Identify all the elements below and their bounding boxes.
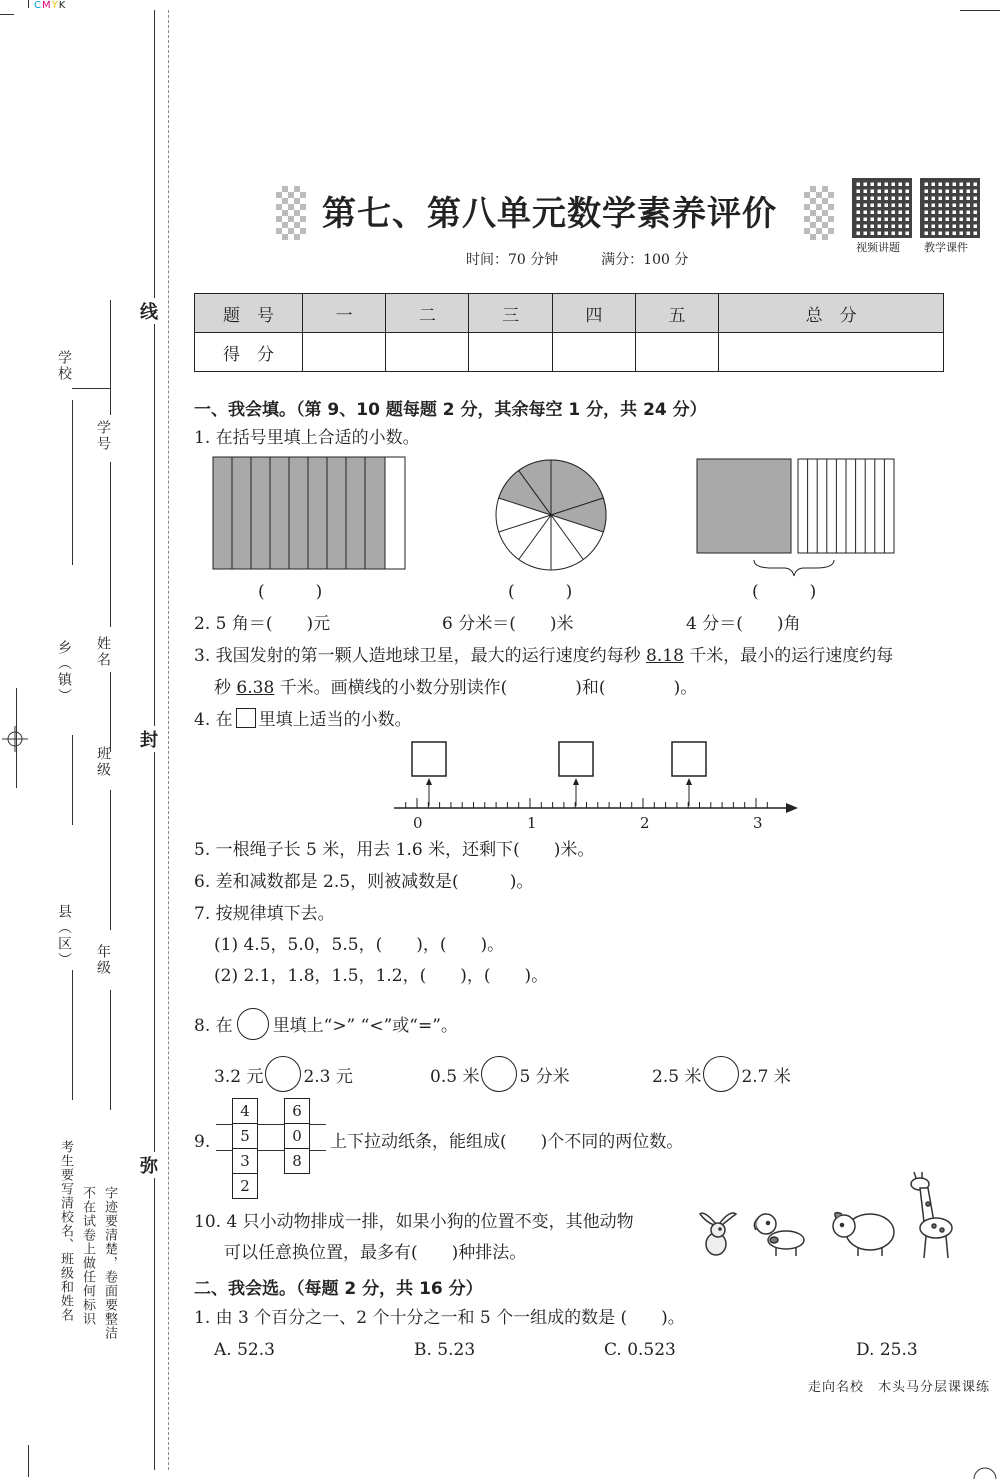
strip-digit: 4 — [232, 1098, 258, 1123]
county-label: 县（区） — [56, 904, 72, 968]
qr-label-video: 视频讲题 — [856, 241, 900, 254]
score-cell[interactable] — [719, 333, 944, 372]
school-label: 学校 — [56, 350, 72, 382]
notice-line-3: 字迹要清楚，卷面要整洁 — [102, 1186, 117, 1340]
score-cell[interactable] — [552, 333, 635, 372]
school-field — [72, 400, 73, 565]
question-2c: 4 分＝( )角 — [686, 614, 801, 634]
section-1-heading: 一、我会填。（第 9、10 题每题 2 分，其余每空 1 分，共 24 分） — [194, 400, 707, 420]
question-1: 1. 在括号里填上合适的小数。 — [194, 428, 420, 448]
crop-mark — [28, 0, 29, 8]
question-2b: 6 分米＝( )米 — [442, 614, 574, 634]
axis-label-2: 2 — [640, 814, 650, 832]
header-cell: 总 分 — [719, 294, 944, 333]
crop-mark — [960, 10, 1000, 11]
qr-code-video[interactable] — [852, 178, 912, 238]
notice-line-2: 不在试卷上做任何标识 — [80, 1186, 95, 1326]
underlined-decimal-2: 6.38 — [236, 678, 275, 698]
score-cell[interactable] — [469, 333, 552, 372]
compare-circle-1[interactable] — [265, 1056, 301, 1092]
question-7: 7. 按规律填下去。 — [194, 904, 335, 924]
header-cell: 三 — [469, 294, 552, 333]
compare-circle-2[interactable] — [481, 1056, 517, 1092]
header-cell: 一 — [303, 294, 386, 333]
qr-code-courseware[interactable] — [920, 178, 980, 238]
strip-digit: 8 — [284, 1148, 310, 1174]
axis-label-3: 3 — [753, 814, 763, 832]
question-8: 8. 在 里填上“>” “<”或“=”。 — [194, 1008, 458, 1040]
name-field — [110, 462, 111, 627]
option-c[interactable]: C. 0.523 — [604, 1340, 676, 1360]
figure-whole-and-tenths — [696, 458, 898, 596]
header-cell: 五 — [635, 294, 718, 333]
registration-mark — [2, 726, 28, 752]
dog-illustration — [748, 1206, 812, 1260]
score-cell[interactable] — [635, 333, 718, 372]
answer-blank-1a[interactable]: ( ) — [258, 582, 323, 602]
cmyk-mark: CMYK — [34, 0, 67, 11]
section-2-question-1: 1. 由 3 个百分之一、2 个十分之一和 5 个一组成的数是 ( )。 — [194, 1308, 685, 1328]
figure-strips-rectangle — [212, 456, 408, 572]
question-3-line1: 3. 我国发射的第一颗人造地球卫星，最大的运行速度约每秒 8.18 千米，最小的运行速度约每 — [194, 646, 894, 666]
axis-label-1: 1 — [527, 814, 537, 832]
grade-label: 年级 — [95, 944, 111, 976]
row-label: 得 分 — [195, 333, 303, 372]
question-5: 5. 一根绳子长 5 米，用去 1.6 米，还剩下( )米。 — [194, 840, 595, 860]
score-cell[interactable] — [386, 333, 469, 372]
header-cell: 二 — [386, 294, 469, 333]
class-label: 班级 — [95, 746, 111, 778]
header-cell: 四 — [552, 294, 635, 333]
time-limit: 时间：70 分钟 — [466, 252, 559, 268]
student-no-field — [110, 300, 111, 415]
option-d[interactable]: D. 25.3 — [856, 1340, 918, 1360]
strip-digit: 5 — [232, 1123, 258, 1148]
county-field — [72, 970, 73, 1100]
strip-digit: 2 — [232, 1173, 258, 1199]
sheep-illustration — [828, 1206, 898, 1258]
question-9-text: 上下拉动纸条，能组成( )个不同的两位数。 — [330, 1132, 684, 1152]
paper-strip-2[interactable] — [284, 1098, 310, 1174]
answer-blank-1c[interactable]: ( ) — [752, 582, 817, 602]
strip-digit: 3 — [232, 1148, 258, 1173]
answer-box-4a[interactable] — [412, 742, 446, 776]
question-9-number: 9. — [194, 1132, 211, 1152]
question-10-line2: 可以任意换位置，最多有( )种排法。 — [224, 1243, 527, 1263]
question-8-item-2: 0.5 米 5 分米 — [430, 1056, 570, 1092]
question-8-item-1: 3.2 元 2.3 元 — [214, 1056, 353, 1092]
underlined-decimal-1: 8.18 — [646, 646, 684, 666]
question-10-line1: 10. 4 只小动物排成一排，如果小狗的位置不变，其他动物 — [194, 1212, 634, 1232]
axis-label-0: 0 — [413, 814, 423, 832]
strip-digit: 6 — [284, 1098, 310, 1123]
question-2a: 2. 5 角＝( )元 — [194, 614, 331, 634]
section-2-heading: 二、我会选。（每题 2 分，共 16 分） — [194, 1279, 483, 1299]
answer-box-4b[interactable] — [559, 742, 593, 776]
number-line — [390, 738, 802, 834]
field-line — [72, 388, 110, 389]
answer-box-4c[interactable] — [672, 742, 706, 776]
class-field — [110, 672, 111, 752]
page-title: 第七、第八单元数学素养评价 — [322, 194, 777, 234]
qr-label-courseware: 教学课件 — [924, 241, 968, 254]
figure-circle-tenths — [494, 458, 610, 574]
exam-info — [466, 249, 688, 269]
notice-line-1: 考生要写清校名、班级和姓名 — [58, 1140, 73, 1322]
option-a[interactable]: A. 52.3 — [214, 1340, 275, 1360]
paper-strip-1[interactable] — [232, 1098, 258, 1199]
question-4: 4. 在 里填上适当的小数。 — [194, 710, 412, 730]
answer-blank-1b[interactable]: ( ) — [508, 582, 573, 602]
score-table — [194, 293, 944, 372]
cut-line — [168, 10, 169, 1470]
grade-field — [110, 790, 111, 930]
header-cell: 题 号 — [195, 294, 303, 333]
seal-mi-char: 弥 — [134, 1152, 160, 1178]
student-no-label: 学号 — [95, 420, 111, 452]
rabbit-illustration — [696, 1208, 742, 1258]
compare-circle-3[interactable] — [703, 1056, 739, 1092]
township-field — [72, 735, 73, 825]
seal-line-char: 线 — [134, 298, 160, 324]
question-6: 6. 差和减数都是 2.5，则被减数是( )。 — [194, 872, 534, 892]
footer-brand: 走向名校 木头马分层课课练 — [808, 1380, 991, 1395]
crop-mark — [0, 14, 14, 15]
title-decoration-right — [804, 186, 834, 240]
crop-mark — [28, 1445, 29, 1477]
title-decoration-left — [276, 186, 306, 240]
giraffe-illustration — [904, 1172, 956, 1262]
score-cell[interactable] — [303, 333, 386, 372]
question-7-2: (2) 2.1，1.8，1.5，1.2，( )，( )。 — [214, 966, 549, 986]
seal-seal-char: 封 — [134, 726, 160, 752]
question-7-1: (1) 4.5，5.0，5.5，( )，( )。 — [214, 935, 505, 955]
score-table-header — [195, 294, 944, 333]
township-label: 乡（镇） — [56, 640, 72, 704]
option-b[interactable]: B. 5.23 — [414, 1340, 476, 1360]
question-3-line2: 秒 6.38 千米。画横线的小数分别读作( )和( )。 — [214, 678, 698, 698]
circle-symbol — [237, 1008, 269, 1040]
grade-field-2 — [110, 990, 111, 1110]
box-symbol — [236, 708, 256, 728]
name-label: 姓名 — [95, 636, 111, 668]
score-table-row — [195, 333, 944, 372]
full-score: 满分：100 分 — [601, 252, 689, 268]
corner-mark — [972, 1464, 1000, 1483]
question-8-item-3: 2.5 米 2.7 米 — [652, 1056, 791, 1092]
strip-digit: 0 — [284, 1123, 310, 1148]
